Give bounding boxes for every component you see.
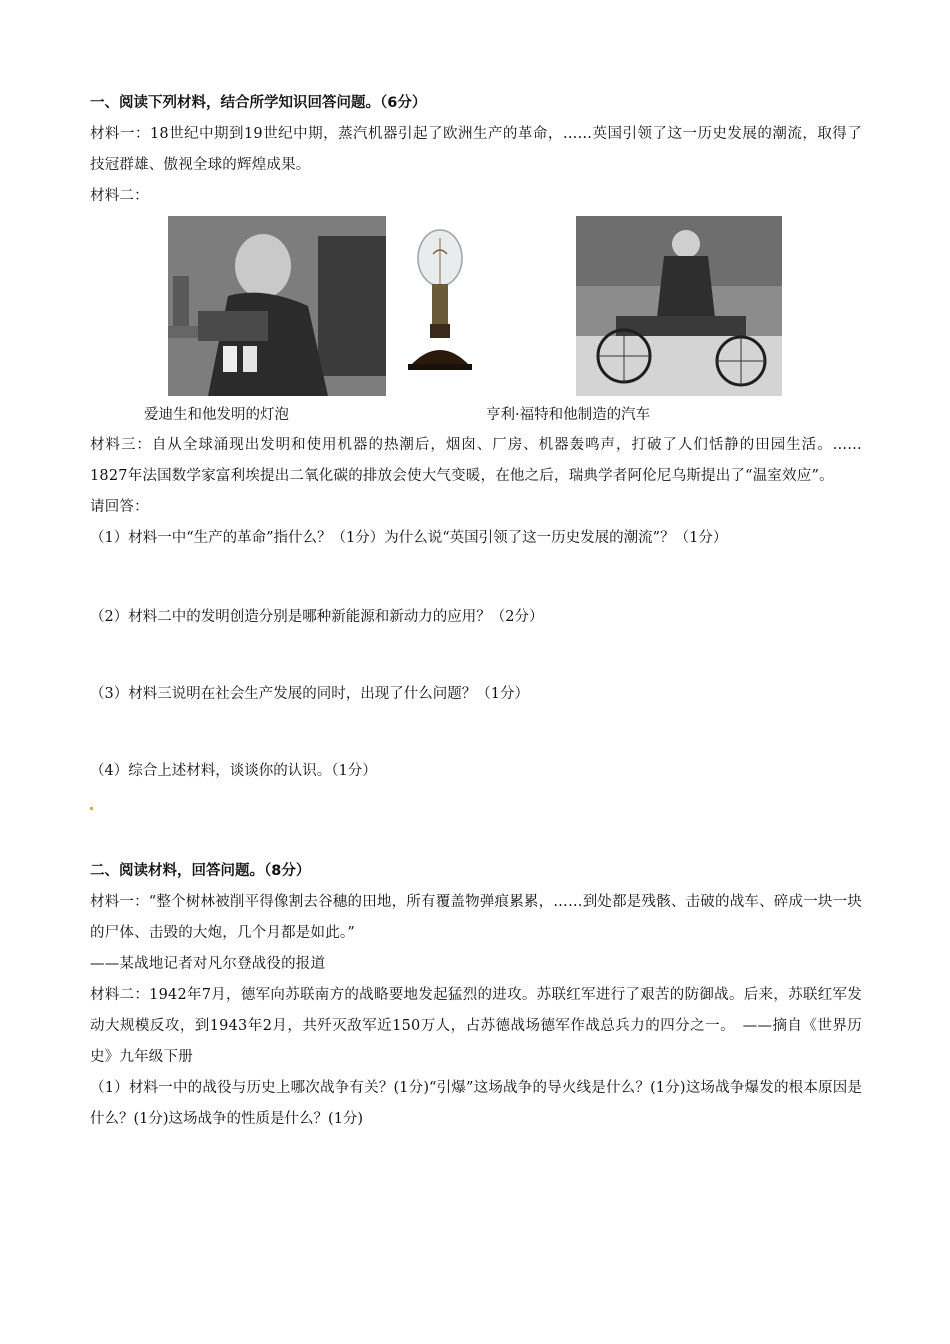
section1-title: 一、阅读下列材料，结合所学知识回答问题。（6分） [90,95,427,111]
light-bulb-drawing [400,216,480,376]
section1-question-2: （2）材料二中的发明创造分别是哪种新能源和新动力的应用？（2分） [90,609,544,625]
ford-car-photo [576,216,782,396]
section1-question-4: （4）综合上述材料，谈谈你的认识。（1分） [90,763,377,779]
section1-prompt: 请回答： [90,499,149,515]
section1-question-3: （3）材料三说明在社会生产发展的同时，出现了什么问题？（1分） [90,686,529,702]
section2-title: 二、阅读材料，回答问题。（8分） [90,863,311,879]
answer-space-2 [90,633,862,679]
section2-material1-source: ——某战地记者对凡尔登战役的报道 [90,956,326,972]
edison-photo [168,216,386,396]
section2-material1: 材料一：“整个树林被削平得像割去谷穗的田地，所有覆盖物弹痕累累，……到处都是残骸、击破的战车、碎成一块一块的尸体、击毁的大炮，几个月都是如此。” [90,894,863,941]
light-bulb-image [400,216,480,376]
section2-material2: 材料二：1942年7月，德军向苏联南方的战略要地发起猛烈的进攻。苏联红军进行了艰苦的防御战。后来，苏联红军发动大规模反攻，到1943年2月，共歼灭敌军近150万人，占苏德战场德军作战总兵力的四分之一。 ——摘自《世界历史》九年级下册 [90,987,862,1065]
section2-question-1: （1）材料一中的战役与历史上哪次战争有关？(1分)“引爆”这场战争的导火线是什么？(1分)这场战争爆发的根本原因是什么？(1分)这场战争的性质是什么？(1分) [90,1080,862,1127]
section1-material3: 材料三：自从全球涌现出发明和使用机器的热潮后，烟囱、厂房、机器轰鸣声，打破了人们恬静的田园生活。……1827年法国数学家富利埃提出二氧化碳的排放会使大气变暖，在他之后，瑞典学者阿伦尼乌斯提出了“温室效应”。 [90,437,862,484]
exam-page [90,88,862,1135]
answer-space-1 [90,554,862,602]
caption-ford: 亨利·福特和他制造的汽车 [486,407,651,423]
figures-row [144,216,862,430]
answer-space-3 [90,710,862,756]
section1-material2-label: 材料二： [90,188,149,204]
ford-car-drawing [576,216,782,396]
stray-mark [90,807,93,810]
caption-edison: 爱迪生和他发明的灯泡 [144,407,289,423]
section1-material1: 材料一：18世纪中期到19世纪中期，蒸汽机器引起了欧洲生产的革命，……英国引领了这一历史发展的潮流，取得了技冠群雄、傲视全球的辉煌成果。 [90,126,862,173]
section1-question-1: （1）材料一中“生产的革命”指什么？（1分）为什么说“英国引领了这一历史发展的潮流”？（1分） [90,530,728,546]
edison-photo-drawing [168,216,386,396]
